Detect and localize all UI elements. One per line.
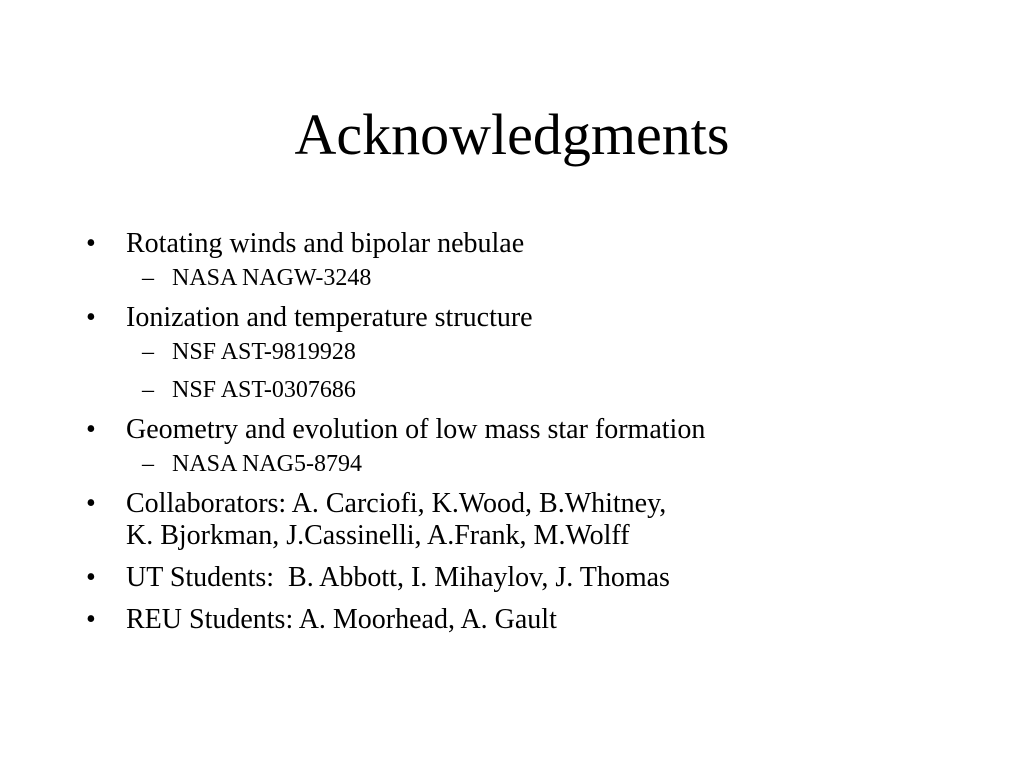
sub-marker: – — [142, 265, 154, 291]
bullet-list — [86, 228, 986, 646]
bullet-item-reu-students — [86, 604, 986, 636]
sub-text: NSF AST-0307686 — [172, 377, 356, 403]
bullet-marker: • — [86, 604, 96, 635]
sub-item-grant — [126, 450, 986, 478]
sub-text: NASA NAG5-8794 — [172, 451, 363, 477]
bullet-item-rotating-winds — [86, 228, 986, 292]
bullet-marker: • — [86, 562, 96, 593]
sub-marker: – — [142, 377, 154, 403]
bullet-text: Rotating winds and bipolar nebulae — [126, 228, 525, 259]
sub-list — [126, 338, 986, 404]
sub-list — [126, 264, 986, 292]
bullet-text: UT Students: B. Abbott, I. Mihaylov, J. Thomas — [126, 562, 670, 593]
bullet-text: Ionization and temperature structure — [126, 302, 533, 333]
sub-list — [126, 450, 986, 478]
bullet-text: REU Students: A. Moorhead, A. Gault — [126, 604, 557, 635]
sub-marker: – — [142, 451, 154, 477]
bullet-item-ut-students — [86, 562, 986, 594]
bullet-marker: • — [86, 228, 96, 259]
sub-text: NASA NAGW-3248 — [172, 265, 372, 291]
sub-marker: – — [142, 339, 154, 365]
bullet-text-line-2: K. Bjorkman, J.Cassinelli, A.Frank, M.Wolff — [126, 520, 630, 551]
sub-item-grant — [126, 376, 986, 404]
bullet-text-line-1: Collaborators: A. Carciofi, K.Wood, B.Whitney, — [126, 488, 667, 519]
bullet-marker: • — [86, 414, 96, 445]
bullet-item-collaborators — [86, 488, 986, 552]
bullet-text: Geometry and evolution of low mass star formation — [126, 414, 706, 445]
bullet-item-geometry — [86, 414, 986, 478]
sub-item-grant — [126, 264, 986, 292]
bullet-marker: • — [86, 302, 96, 333]
sub-text: NSF AST-9819928 — [172, 339, 356, 365]
bullet-item-ionization — [86, 302, 986, 404]
bullet-marker: • — [86, 488, 96, 519]
slide-title: Acknowledgments — [294, 102, 730, 167]
sub-item-grant — [126, 338, 986, 366]
